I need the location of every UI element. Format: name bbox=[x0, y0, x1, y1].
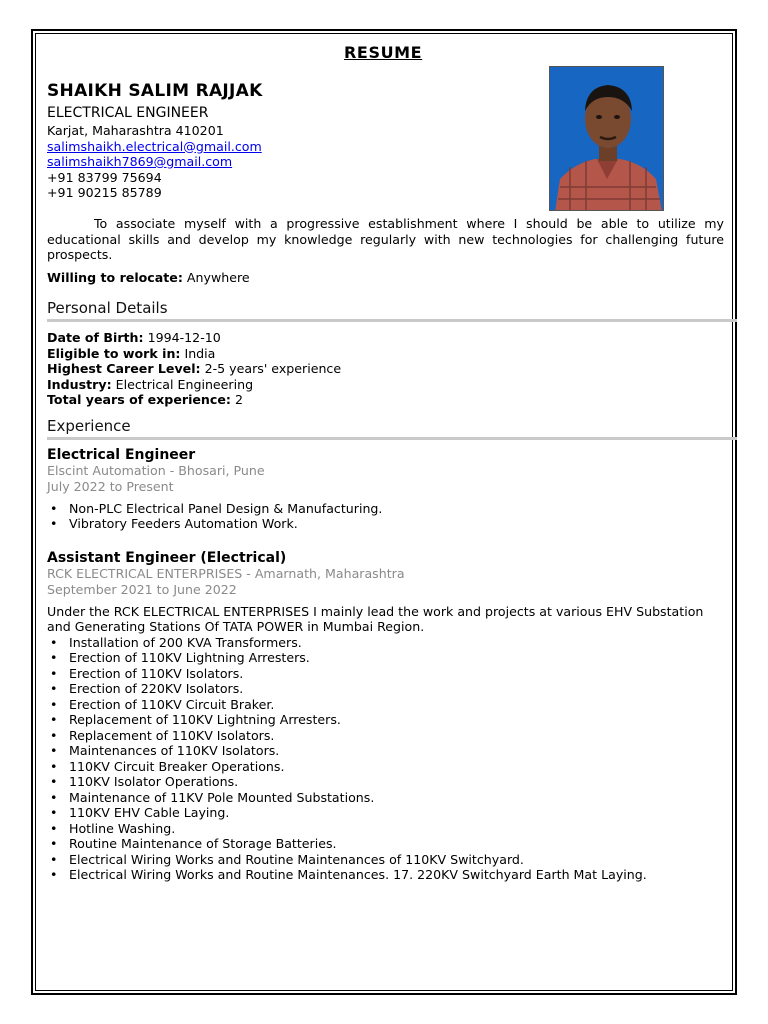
address: Karjat, Maharashtra 410201 bbox=[47, 123, 224, 138]
list-item: • Non-PLC Electrical Panel Design & Manufacturing. bbox=[47, 501, 724, 517]
detail-row bbox=[47, 361, 341, 377]
detail-label: Eligible to work in: bbox=[47, 345, 181, 361]
detail-row bbox=[47, 330, 341, 346]
list-item: • Electrical Wiring Works and Routine Maintenances of 110KV Switchyard. bbox=[47, 852, 724, 868]
section-personal-details bbox=[47, 301, 737, 322]
detail-value: 2 bbox=[234, 392, 243, 408]
section-experience bbox=[47, 419, 737, 440]
list-item: • Hotline Washing. bbox=[47, 821, 724, 837]
job-dates: July 2022 to Present bbox=[47, 478, 174, 494]
section-heading: Personal Details bbox=[47, 299, 168, 317]
objective-text: To associate myself with a progressive establishment where I should be able to utilize my educational skills and develop my knowledge regularly with new technologies for challenging future prospects. bbox=[47, 216, 724, 262]
list-item: • Erection of 110KV Circuit Braker. bbox=[47, 697, 724, 713]
candidate-name: SHAIKH SALIM RAJJAK bbox=[47, 81, 263, 101]
list-item: • Replacement of 110KV Lightning Arresters. bbox=[47, 712, 724, 728]
job-dates: September 2021 to June 2022 bbox=[47, 581, 237, 597]
personal-details-list bbox=[47, 330, 341, 408]
detail-label: Total years of experience: bbox=[47, 392, 231, 408]
section-heading: Experience bbox=[47, 417, 131, 435]
job-title: Assistant Engineer (Electrical) bbox=[47, 550, 287, 566]
list-item: • Electrical Wiring Works and Routine Maintenances. 17. 220KV Switchyard Earth Mat Laying. bbox=[47, 867, 724, 883]
detail-value: Electrical Engineering bbox=[115, 376, 254, 392]
job-summary: Under the RCK ELECTRICAL ENTERPRISES I mainly lead the work and projects at various EHV Substation and Generating Stations Of TATA POWER in Mumbai Region. bbox=[47, 603, 704, 635]
list-item: • 110KV EHV Cable Laying. bbox=[47, 805, 724, 821]
job-bullets bbox=[47, 501, 724, 532]
list-item: • Replacement of 110KV Isolators. bbox=[47, 728, 724, 744]
person-portrait-icon bbox=[550, 67, 664, 211]
detail-row bbox=[47, 392, 341, 408]
list-item: • Routine Maintenance of Storage Batteries. bbox=[47, 836, 724, 852]
relocate-label: Willing to relocate: bbox=[47, 270, 183, 285]
relocate-value: Anywhere bbox=[186, 270, 250, 285]
list-item: • Vibratory Feeders Automation Work. bbox=[47, 516, 724, 532]
list-item: • Maintenances of 110KV Isolators. bbox=[47, 743, 724, 759]
list-item: • Erection of 220KV Isolators. bbox=[47, 681, 724, 697]
profile-photo bbox=[549, 66, 664, 211]
job-company: Elscint Automation - Bhosari, Pune bbox=[47, 463, 265, 479]
section-rule bbox=[47, 437, 737, 440]
job-1 bbox=[47, 448, 724, 532]
detail-row bbox=[47, 346, 341, 362]
contact-block bbox=[47, 123, 262, 201]
list-item: • Maintenance of 11KV Pole Mounted Substations. bbox=[47, 790, 724, 806]
doc-title: RESUME bbox=[344, 43, 423, 62]
list-item: • Installation of 200 KVA Transformers. bbox=[47, 635, 724, 651]
job-title: Electrical Engineer bbox=[47, 447, 196, 463]
email-link-1[interactable]: salimshaikh.electrical@gmail.com bbox=[47, 138, 262, 154]
section-rule bbox=[47, 319, 737, 322]
phone-2: +91 90215 85789 bbox=[47, 185, 162, 200]
phone-1: +91 83799 75694 bbox=[47, 169, 162, 185]
list-item: • 110KV Circuit Breaker Operations. bbox=[47, 759, 724, 775]
detail-label: Date of Birth: bbox=[47, 330, 144, 345]
list-item: • 110KV Isolator Operations. bbox=[47, 774, 724, 790]
list-item: • Erection of 110KV Lightning Arresters. bbox=[47, 650, 724, 666]
detail-value: 1994-12-10 bbox=[147, 330, 221, 345]
detail-value: 2-5 years' experience bbox=[204, 361, 342, 377]
detail-label: Highest Career Level: bbox=[47, 361, 201, 377]
job-company: RCK ELECTRICAL ENTERPRISES - Amarnath, Maharashtra bbox=[47, 566, 405, 582]
relocate-line bbox=[47, 270, 250, 285]
job-2 bbox=[47, 551, 724, 883]
candidate-role: ELECTRICAL ENGINEER bbox=[47, 105, 209, 121]
detail-label: Industry: bbox=[47, 376, 112, 392]
detail-value: India bbox=[184, 345, 216, 361]
list-item: • Erection of 110KV Isolators. bbox=[47, 666, 724, 682]
detail-row bbox=[47, 377, 341, 393]
email-link-2[interactable]: salimshaikh7869@gmail.com bbox=[47, 154, 233, 169]
job-bullets bbox=[47, 635, 724, 883]
